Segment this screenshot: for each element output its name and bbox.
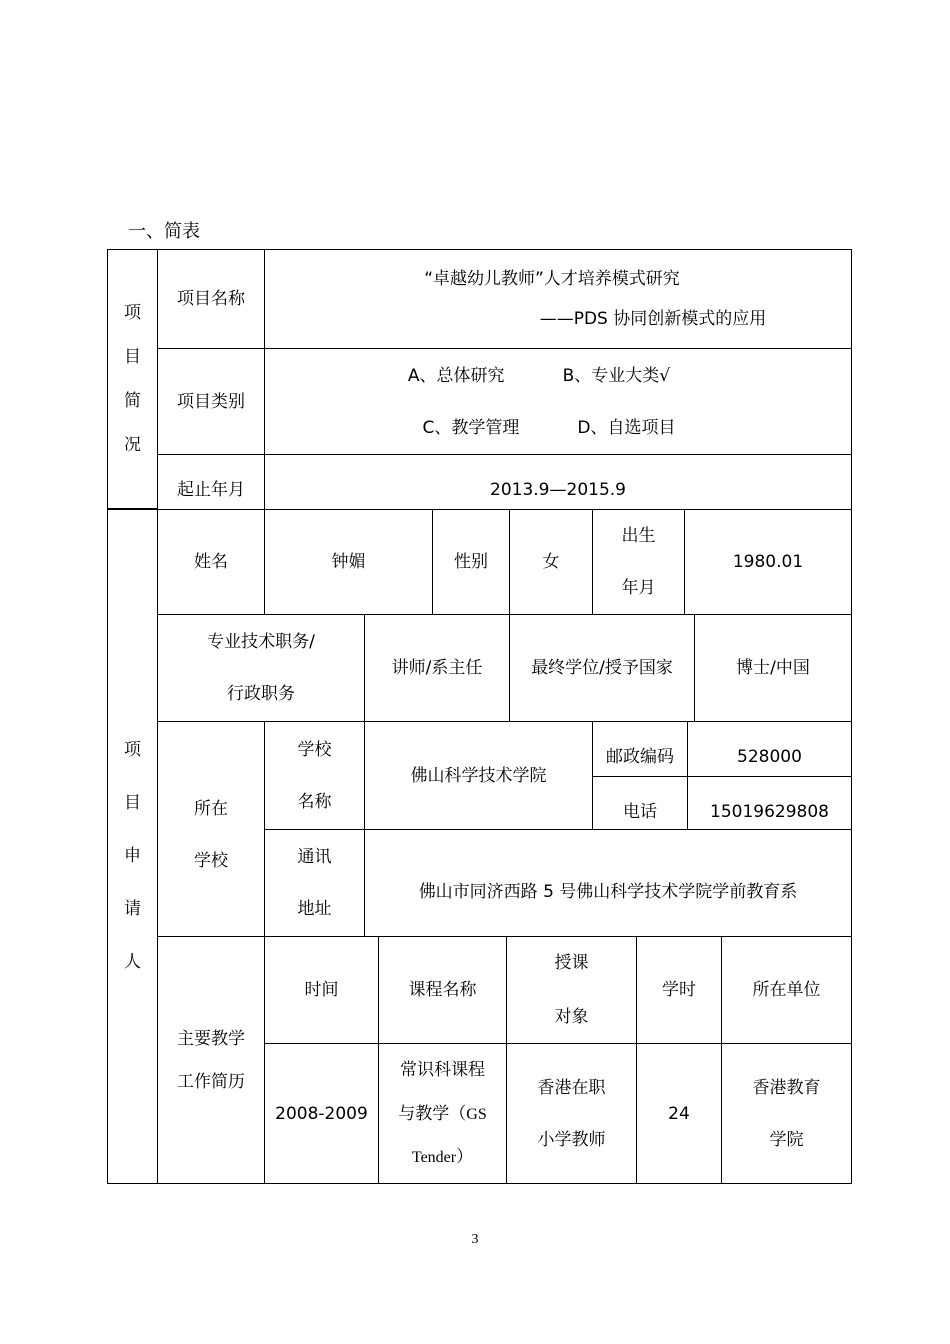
teaching-row-unit [721,1043,852,1184]
audience-line: 香港在职 [537,1077,606,1098]
school-name-label-line: 学校 [297,739,332,760]
category-row [423,415,676,441]
project-category-options [264,348,852,455]
school-label-line: 所在 [194,799,228,819]
teaching-header-unit: 所在单位 [721,936,852,1044]
teaching-row-hours: 24 [636,1043,722,1184]
audience-header-line: 对象 [554,1007,589,1027]
teaching-row-course [378,1043,507,1184]
side-char: 申 [124,846,141,866]
side-char: 简 [124,391,141,411]
title-label-line: 专业技术职务/ [207,632,315,652]
school-name-value: 佛山科学技术学院 [364,721,593,830]
project-category-label: 项目类别 [157,348,265,455]
postcode-label: 邮政编码 [592,721,688,777]
category-option-a: A、总体研究 [407,365,505,386]
audience-header-line: 授课 [554,953,589,973]
address-label-line: 地址 [297,899,332,919]
address-label-line: 通讯 [297,847,332,867]
section2-side-label [107,509,158,1184]
gender-value: 女 [509,509,593,615]
birth-label-line: 出生 [621,526,656,546]
gender-label: 性别 [432,509,510,615]
teaching-header-time: 时间 [264,936,379,1044]
postcode-value: 528000 [687,721,852,777]
teaching-label-line: 主要教学 [177,1028,245,1049]
title-label-line: 行政职务 [227,684,295,704]
project-subtitle: ——PDS 协同创新模式的应用 [539,309,767,329]
course-line: Tender） [411,1146,474,1167]
unit-line: 香港教育 [752,1077,821,1098]
applicant-name-value: 钟媚 [264,509,433,615]
birth-label-line: 年月 [621,578,656,598]
teaching-label [157,936,265,1184]
category-option-d: D、自选项目 [577,417,676,438]
category-option-b: B、专业大类√ [562,365,671,386]
phone-value: 15019629808 [687,776,852,830]
side-char: 目 [124,347,141,367]
birth-value: 1980.01 [684,509,852,615]
address-label [264,829,365,937]
school-name-label [264,721,365,830]
audience-line: 小学教师 [537,1129,606,1150]
side-char: 目 [124,793,141,813]
teaching-header-audience [506,936,637,1044]
page-number: 3 [471,1232,479,1247]
title-value: 讲师/系主任 [364,614,510,722]
section1-side-label [107,249,158,509]
applicant-name-label: 姓名 [157,509,265,615]
unit-line: 学院 [769,1129,804,1150]
phone-label: 电话 [592,776,688,830]
project-title: “卓越幼儿教师”人才培养模式研究 [424,269,680,289]
side-char: 请 [124,899,141,919]
title-label [157,614,365,722]
side-char: 况 [124,435,141,455]
course-line: 常识科课程 [400,1059,485,1080]
category-option-c: C、教学管理 [422,417,520,438]
side-char: 人 [124,952,141,972]
period-value: 2013.9—2015.9 [264,454,852,510]
project-name-label: 项目名称 [157,249,265,349]
teaching-label-line: 工作简历 [177,1071,245,1092]
teaching-header-course: 课程名称 [378,936,507,1044]
school-label-line: 学校 [194,851,228,871]
course-line: 与教学（GS [398,1103,487,1124]
degree-value: 博士/中国 [694,614,852,722]
side-char: 项 [124,740,141,760]
degree-label: 最终学位/授予国家 [509,614,695,722]
school-name-label-line: 名称 [297,791,332,812]
side-char: 项 [124,303,141,323]
teaching-row-audience [506,1043,637,1184]
section-heading: 一、简表 [128,221,200,242]
category-row [408,363,670,389]
birth-label [592,509,685,615]
project-name-value [264,249,852,349]
school-label [157,721,265,937]
teaching-row-time: 2008-2009 [264,1043,379,1184]
teaching-header-hours: 学时 [636,936,722,1044]
address-value: 佛山市同济西路 5 号佛山科学技术学院学前教育系 [364,829,852,937]
period-label: 起止年月 [157,454,265,510]
